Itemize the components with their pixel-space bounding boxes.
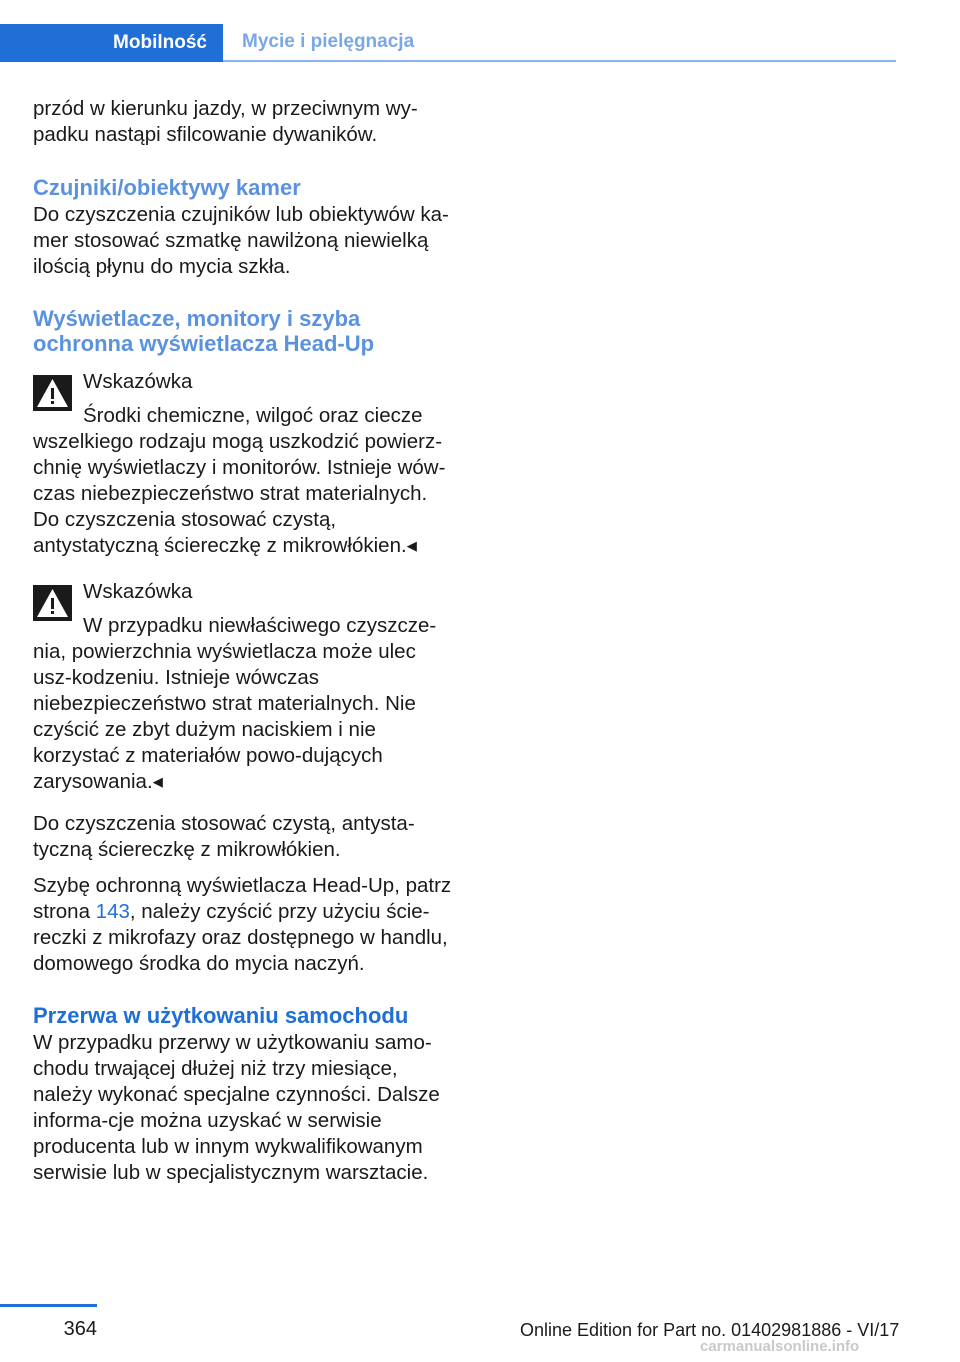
section-title-displays: Wyświetlacze, monitory i szyba ochronna wyświetlacza Head-Up (33, 306, 375, 356)
section-body-storage: W przypadku przerwy w użytkowaniu samo-chodu trwającej dłużej niż trzy miesiące, należy wykonać specjalne czynności. Dalsze informa-cje można uzyskać w serwisie producenta lub w innym wykwalifikowanym serwisie lub w specjalistycznym warsztacie. (33, 1031, 440, 1184)
warning-triangle-icon (33, 375, 72, 411)
page-link-143[interactable]: 143 (95, 900, 130, 923)
intro-paragraph: przód w kierunku jazdy, w przeciwnym wy-padku nastąpi sfilcowanie dywaników. (33, 97, 418, 146)
page-content (33, 96, 453, 1186)
warning-title-1: Wskazówka (83, 370, 193, 393)
footer-accent-line (0, 1304, 97, 1307)
tab-mobilnosc[interactable]: Mobilność (0, 24, 223, 62)
warning-body-1: Środki chemiczne, wilgoć oraz ciecze wszelkiego rodzaju mogą uszkodzić powierz-chnię wyświetlaczy i monitorów. Istnieje wów-czas niebezpieczeństwo strat materialnych. Do czyszczenia stosować czystą, antystatyczną ściereczkę z mikrowłókien.◂ (33, 404, 446, 557)
warning-block-2 (33, 579, 453, 795)
warning-triangle-icon (33, 585, 72, 621)
edition-info: Online Edition for Part no. 01402981886 - VI/17 (520, 1320, 900, 1340)
header-tabs (0, 24, 896, 62)
paragraph-cloth: Do czyszczenia stosować czystą, antysta-tyczną ściereczkę z mikrowłókien. (33, 812, 415, 861)
tab-underline (223, 60, 896, 62)
watermark: carmanualsonline.info (700, 1338, 860, 1355)
section-title-sensors: Czujniki/obiektywy kamer (33, 175, 301, 200)
paragraph-head-up-text-2: , należy czyścić przy użyciu ście-reczki z mikrofazy oraz dostępnego w handlu, domowego środka do mycia naczyń. (33, 900, 448, 975)
paragraph-head-up-text-1: Szybę ochronną wyświetlacza Head-Up, patrz strona (33, 874, 452, 923)
paragraph-head-up (33, 873, 453, 977)
warning-block-1 (33, 369, 453, 559)
section-title-storage: Przerwa w użytkowaniu samochodu (33, 1003, 409, 1028)
page-number: 364 (63, 1318, 97, 1340)
section-body-sensors: Do czyszczenia czujników lub obiektywów ka-mer stosować szmatkę nawilżoną niewielką ilością płynu do mycia szkła. (33, 203, 449, 278)
warning-body-2: W przypadku niewłaściwego czyszcze-nia, powierzchnia wyświetlacza może ulec usz-kodzeniu. Istnieje wówczas niebezpieczeństwo strat materialnych. Nie czyścić ze zbyt dużym naciskiem i nie korzystać z materiałów powo-dujących zarysowania.◂ (33, 614, 437, 793)
tab-mycie-i-pielegnacja[interactable]: Mycie i pielęgnacja (242, 31, 415, 52)
warning-title-2: Wskazówka (83, 580, 193, 603)
